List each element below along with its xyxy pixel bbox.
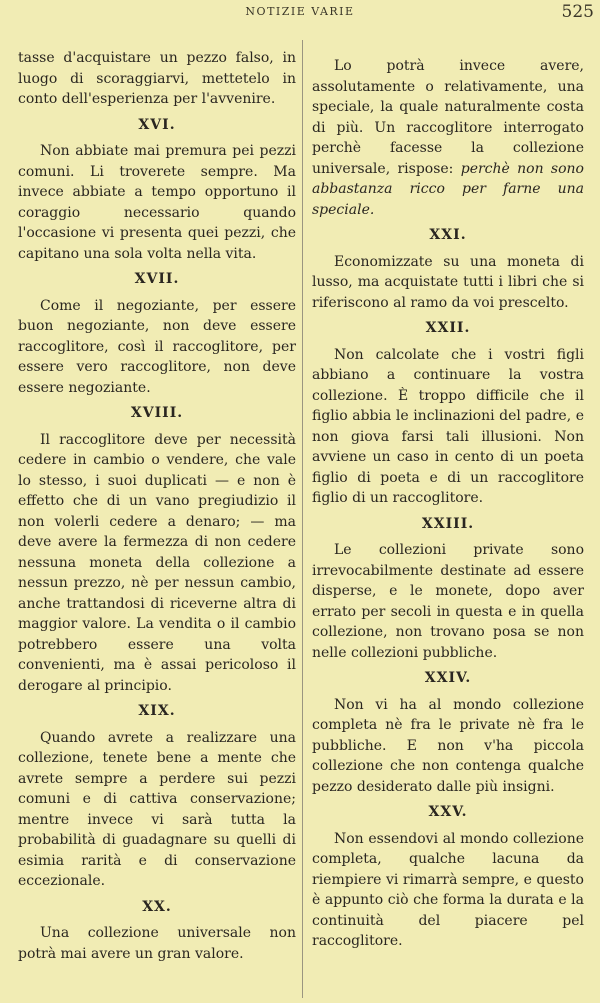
section-heading-xx: XX. [142,898,172,915]
section-heading-xxiv: XXIV. [424,670,472,686]
section-text-xxi: Economizzate su una moneta di lusso, ma acquistate tutti i libri che si riferiscono al ramo da voi prescelto. [312,253,584,311]
running-title: NOTIZIE VARIE [245,5,355,18]
section-heading-xxiii: XXIII. [421,515,475,532]
right-column [312,56,584,955]
paragraph-intro-left: tasse d'acquistare un pezzo falso, in luogo di scoraggiarvi, mettetelo in conto dell'esperienza per l'avvenire. [18,50,296,107]
section-text-xviii: Il raccoglitore deve per necessità cedere in cambio o vendere, che vale lo stesso, i suoi duplicati — e non è effetto che di un vano pregiudizio il non volerli cedere a denaro; — ma deve avere la fermezza di non cedere nessuna moneta della collezione a nessun prezzo, nè per nessun cambio, anche trattandosi di riceverne altra di maggior valore. La vendita o il cambio potrebbero essere una volta convenienti, ma è assai pericoloso il derogare al principio. [18,431,296,694]
section-text-xix: Quando avrete a realizzare una collezione, tenete bene a mente che avrete sempre a perdere sui pezzi comuni e di cattiva conservazione; mentre invece vi sarà tutta la probabilità di guadagnare su quelli di esimia rarità e di conservazione eccezionale. [18,729,296,889]
running-header [0,2,600,22]
intro-text: Lo potrà invece avere, assolutamente o relativamente, una speciale, la quale naturalmente costa di più. Un raccoglitore interrogato perchè facesse la collezione universale, rispose: [312,58,584,177]
section-heading-xvi: XVI. [138,116,176,133]
section-text-xvi: Non abbiate mai premura pei pezzi comuni. Li troverete sempre. Ma invece abbiate a tempo opportuno il coraggio necessario quando l'occasione vi presenta quei pezzi, che capitano una sola volta nella vita. [18,143,296,262]
section-text-xxii: Non calcolate che i vostri figli abbiano a continuare la vostra collezione. È troppo difficile che il figlio abbia le inclinazioni del padre, e non giova farsi tali illusioni. Non avviene un caso in cento di un poeta figlio di poeta e di un raccoglitore figlio di un raccoglitore. [312,346,584,506]
section-heading-xix: XIX. [138,703,176,719]
left-column [18,48,296,967]
section-heading-xvii: XVII. [134,271,180,287]
section-heading-xxii: XXII. [425,320,471,336]
section-text-xxiv: Non vi ha al mondo collezione completa nè fra le private nè fra le pubbliche. E non v'ha piccola collezione che non contenga qualche pezzo desiderato dalle più insigni. [312,696,584,795]
page-number: 525 [561,2,594,22]
section-text-xx: Una collezione universale non potrà mai avere un gran valore. [18,925,296,962]
section-text-xvii: Come il negoziante, per essere buon negoziante, non deve essere raccoglitore, così il raccoglitore, per essere vero raccoglitore, non deve essere negoziante. [18,297,296,396]
section-text-xxv: Non essendovi al mondo collezione completa, qualche lacuna da riempiere vi rimarrà sempre, e questo è appunto ciò che forma la durata e la continuità del piacere pel raccoglitore. [312,830,584,949]
paragraph-intro-right [312,56,584,220]
section-heading-xxi: XXI. [429,227,467,243]
column-divider [302,40,303,998]
section-heading-xviii: XVIII. [130,405,184,421]
intro-quote: perchè non sono abbastanza ricco per farne una speciale. [312,160,584,218]
section-heading-xxv: XXV. [428,804,468,820]
section-text-xxiii: Le collezioni private sono irrevocabilmente destinate ad essere disperse, e le monete, dopo aver errato per secoli in questa e in quella collezione, non trovano posa se non nelle collezioni pubbliche. [312,542,584,661]
